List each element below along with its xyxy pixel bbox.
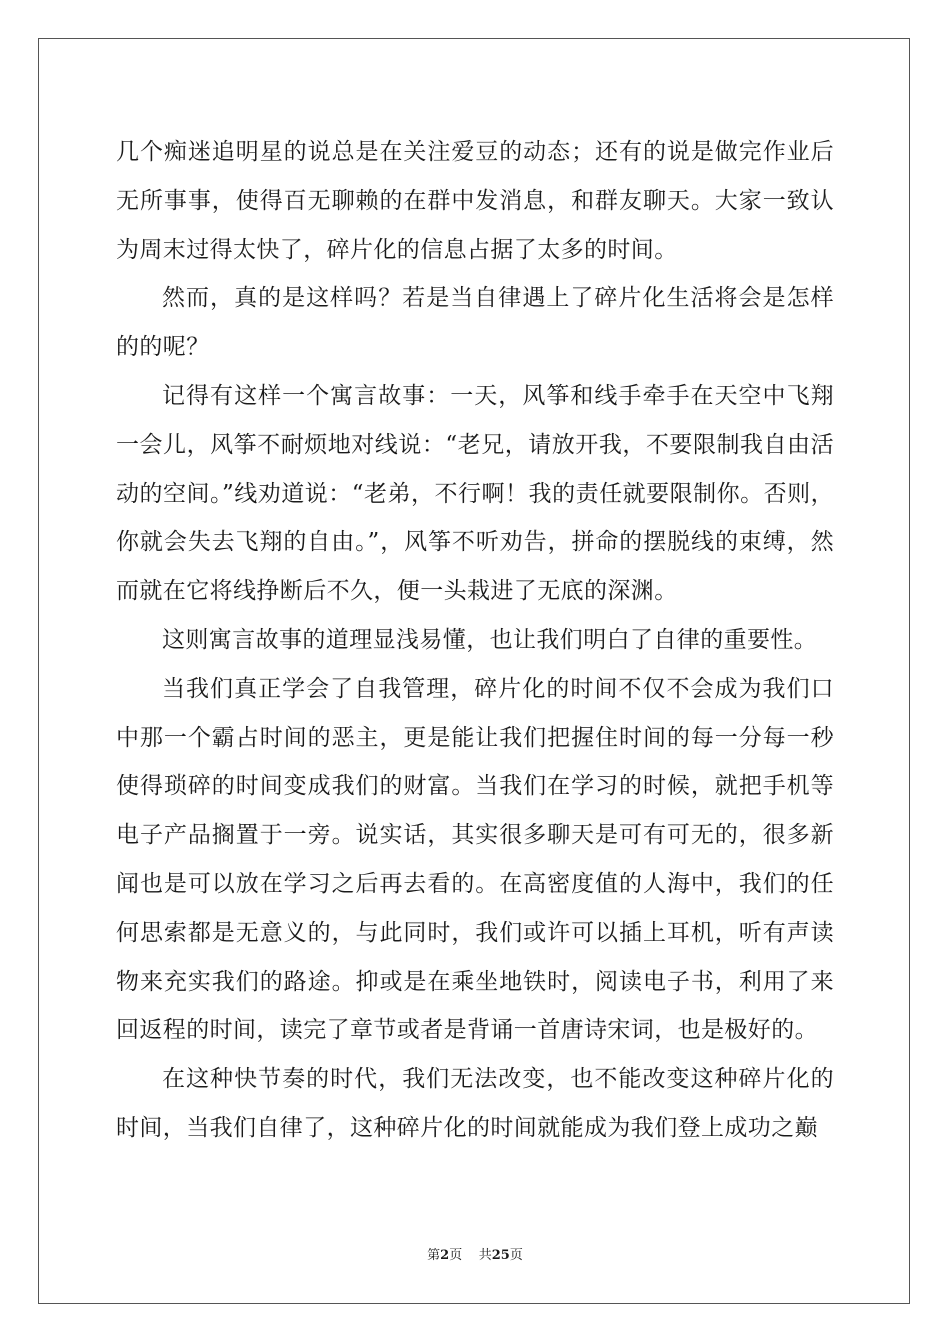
paragraph-6: 在这种快节奏的时代，我们无法改变，也不能改变这种碎片化的时间，当我们自律了，这种碎片化的时间就能成为我们登上成功之巅	[116, 1066, 834, 1141]
paragraph-1: 几个痴迷追明星的说总是在关注爱豆的动态；还有的说是做完作业后无所事事，使得百无聊赖的在群中发消息，和群友聊天。大家一致认为周末过得太快了，碎片化的信息占据了太多的时间。	[116, 139, 834, 263]
page-suffix: 页	[449, 1248, 463, 1263]
page-number-label	[427, 1248, 462, 1263]
total-pages: 25	[491, 1248, 510, 1263]
total-suffix: 页	[509, 1248, 523, 1263]
page-footer	[0, 1244, 950, 1263]
document-body	[116, 128, 834, 1153]
total-prefix: 共	[478, 1248, 492, 1263]
paragraph-4: 这则寓言故事的道理显浅易懂，也让我们明白了自律的重要性。	[162, 626, 818, 653]
paragraph-2: 然而，真的是这样吗？若是当自律遇上了碎片化生活将会是怎样的的呢？	[116, 285, 834, 361]
paragraph-3: 记得有这样一个寓言故事：一天，风筝和线手牵手在天空中飞翔一会儿，风筝不耐烦地对线说：“老兄，请放开我，不要限制我自由活动的空间。”线劝道说：“老弟，不行啊！我的责任就要限制你。否则，你就会失去飞翔的自由。”，风筝不听劝告，拼命的摆脱线的束缚，然而就在它将线挣断后不久，便一头栽进了无底的深渊。	[116, 382, 834, 605]
page-number: 2	[440, 1248, 450, 1263]
page-prefix: 第	[427, 1248, 441, 1263]
paragraph-5: 当我们真正学会了自我管理，碎片化的时间不仅不会成为我们口中那一个霸占时间的恶主，更是能让我们把握住时间的每一分每一秒使得琐碎的时间变成我们的财富。当我们在学习的时候，就把手机等电子产品搁置于一旁。说实话，其实很多聊天是可有可无的，很多新闻也是可以放在学习之后再去看的。在高密度值的人海中，我们的任何思索都是无意义的，与此同时，我们或许可以插上耳机，听有声读物来充实我们的路途。抑或是在乘坐地铁时，阅读电子书，利用了来回返程的时间，读完了章节或者是背诵一首唐诗宋词，也是极好的。	[116, 675, 834, 1044]
total-pages-label	[479, 1248, 523, 1263]
